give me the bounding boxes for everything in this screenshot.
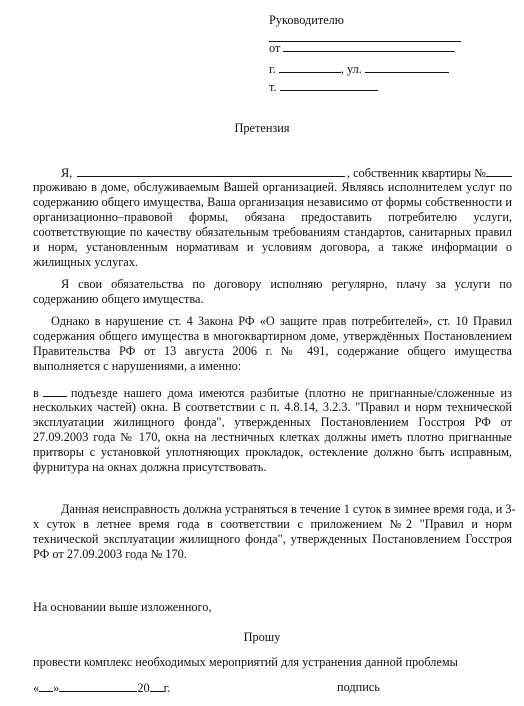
header-from-label: от — [269, 41, 281, 55]
violation-line: Правительства РФ от 13 августа 2006 г. № 491, содержание общего имущества — [33, 344, 512, 358]
intro-apartment-blank — [486, 165, 512, 177]
obligations-line: содержанию общего имущества. — [33, 292, 204, 306]
header-street-label: , ул. — [340, 62, 362, 76]
defect-entrance-blank — [43, 385, 67, 397]
intro-name-blank — [77, 165, 345, 177]
deadline-line: технической эксплуатации жилищного фонда", утвержденных Постановлением Госстроя — [33, 532, 512, 546]
defect-line: эксплуатации жилищного фонда", утвержденных Постановлением Госстроя РФ от — [33, 415, 512, 429]
defect-first-rest: подъезде нашего дома имеются разбитые (плотно не пригнанные/сложенные из — [70, 386, 512, 400]
intro-line: проживаю в доме, обслуживаемым Вашей организацией. Являясь исполнителем услуг по — [33, 180, 512, 194]
header-address — [269, 61, 449, 77]
deadline-line: РФ от 27.09.2003 года № 170. — [33, 547, 187, 561]
defect-line: притворы с установкой уплотняющих прокладок, остекление должно быть исправным, — [33, 445, 512, 459]
deadline-line: х суток в летнее время года в соответствии с приложением №2 "Правил и норм — [33, 517, 512, 531]
intro-line: и норм, установленным нормативам и условиям договора, а также информации о — [33, 240, 512, 254]
violation-line: Однако в нарушение ст. 4 Закона РФ «О защите прав потребителей», ст. 10 Правил — [51, 314, 512, 328]
violation-line: выполняется с нарушениями, а именно: — [33, 359, 242, 373]
intro-line: соответствующие по качеству обязательным требованиям стандартов, санитарных правил — [33, 225, 512, 239]
date-year-blank — [150, 680, 164, 692]
request-title: Прошу — [243, 630, 281, 644]
date-day-blank — [39, 680, 53, 692]
footer-signature: подпись — [337, 680, 380, 694]
intro-line: содержанию общего имущества, Ваша организация независимо от формы собственности и — [33, 195, 512, 209]
intro-line: организационно–правовой формы, обязана предоставить потребителю услуги, — [33, 210, 512, 224]
header-from-blank — [283, 40, 455, 52]
date-year-suffix: г. — [163, 681, 171, 695]
header-city-label: г. — [269, 62, 276, 76]
intro-prefix: Я, — [61, 166, 73, 180]
date-close-quote: » — [53, 681, 60, 695]
violation-line: содержания общего имущества в многоквартирном доме, утверждённых Постановлением — [33, 329, 512, 343]
document-title: Претензия — [234, 121, 290, 135]
date-month-blank — [59, 680, 137, 692]
basis-text: На основании выше изложенного, — [33, 600, 212, 614]
request-text: провести комплекс необходимых мероприятий для устранения данной проблемы — [33, 655, 458, 669]
defect-line: нескольких частей) окна. В соответствии с п. 4.8.14, 3.2.3. "Правил и норм технической — [33, 400, 512, 414]
defect-prefix: в — [33, 386, 39, 400]
footer-date — [33, 680, 170, 696]
intro-suffix: , собственник квартиры № — [346, 166, 486, 180]
date-year: 20 — [137, 681, 150, 695]
header-phone-blank — [280, 79, 378, 91]
date-open-quote: « — [33, 681, 40, 695]
defect-line: 27.09.2003 года № 170, окна на лестничных клетках должны иметь плотно пригнанные — [33, 430, 512, 444]
header-phone-label: т. — [269, 80, 277, 94]
obligations-line: Я свои обязательства по договору исполняю регулярно, плачу за услуги по — [61, 277, 512, 291]
header-phone — [269, 79, 378, 95]
defect-line: фурнитура на окнах должна присутствовать. — [33, 460, 267, 474]
intro-first-line — [61, 165, 512, 181]
header-from — [269, 40, 455, 56]
header-street-blank — [365, 61, 449, 73]
deadline-line: Данная неисправность должна устраняться в течение 1 суток в зимнее время года, и 3- — [61, 502, 516, 516]
header-to: Руководителю — [269, 13, 344, 27]
defect-first-line — [33, 385, 512, 401]
intro-line: жилищных услугах. — [33, 255, 138, 269]
header-city-blank — [279, 61, 341, 73]
